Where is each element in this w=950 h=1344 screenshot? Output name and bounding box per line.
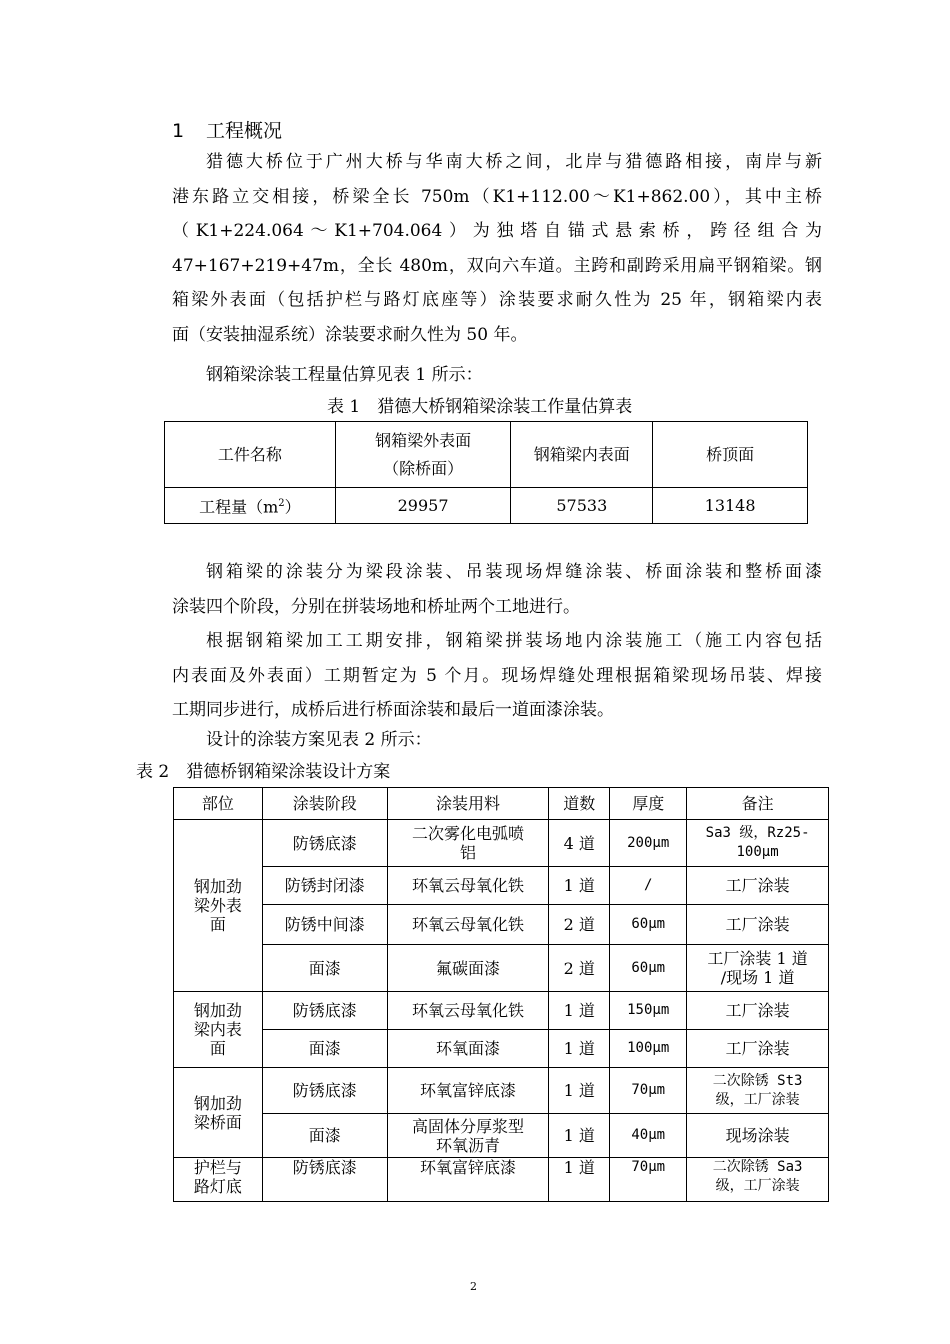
header-cell: 钢箱梁内表面 <box>511 422 653 488</box>
table2-caption: 表 2 猎德桥钢箱梁涂装设计方案 <box>136 762 391 782</box>
header-line: 钢箱梁外表面 <box>375 430 472 450</box>
note-line: 二次除锈 Sa3 <box>712 1159 803 1175</box>
material-cell <box>387 1158 549 1202</box>
note-line: /现场 1 道 <box>720 968 795 987</box>
coats-cell: 1 道 <box>549 1158 610 1202</box>
part-line: 路灯底 <box>193 1177 242 1196</box>
stage-cell: 防锈底漆 <box>262 1068 387 1114</box>
coats-cell: 1 道 <box>549 1068 610 1114</box>
part-line: 面 <box>209 915 226 934</box>
material-line: 环氧云母氧化铁 <box>411 876 524 895</box>
material-cell <box>387 905 549 945</box>
paragraph-schedule <box>172 624 822 728</box>
paragraph-stages <box>172 555 822 624</box>
header-cell: 备注 <box>687 788 829 820</box>
part-cell <box>174 992 263 1068</box>
part-line: 梁内表 <box>193 1020 242 1039</box>
material-cell <box>387 992 549 1030</box>
thickness-cell: 100μm <box>610 1030 687 1068</box>
part-line: 面 <box>209 1039 226 1058</box>
table-row <box>174 945 829 992</box>
row-label-cell <box>165 488 336 524</box>
header-cell: 厚度 <box>610 788 687 820</box>
note-cell <box>687 1030 829 1068</box>
material-cell <box>387 820 549 867</box>
paragraph-line: 钢箱梁的涂装分为梁段涂装、吊装现场焊缝涂装、桥面涂装和整桥面漆 <box>206 562 822 582</box>
material-cell <box>387 1030 549 1068</box>
coats-cell: 1 道 <box>549 1114 610 1158</box>
row-label: 工程量（m <box>199 497 279 517</box>
material-line: 环氧面漆 <box>435 1039 500 1058</box>
coats-cell: 4 道 <box>549 820 610 867</box>
thickness-cell: 60μm <box>610 905 687 945</box>
coating-scheme-table <box>173 787 829 1202</box>
coating-table-body <box>174 788 829 1202</box>
material-line: 环氧富锌底漆 <box>419 1081 516 1100</box>
material-line: 二次雾化电弧喷 <box>411 824 524 843</box>
material-cell <box>387 945 549 992</box>
coats-cell: 2 道 <box>549 905 610 945</box>
table-row <box>174 905 829 945</box>
table-row <box>174 867 829 905</box>
material-line: 环氧沥青 <box>435 1135 500 1155</box>
stage-cell: 防锈底漆 <box>262 1158 387 1202</box>
table-row <box>174 820 829 867</box>
part-cell <box>174 1158 263 1202</box>
note-line: 现场涂装 <box>725 1126 790 1145</box>
paragraph-line: 箱梁外表面（包括护栏与路灯底座等）涂装要求耐久性为 25 年，钢箱梁内表 <box>172 290 822 311</box>
table1-intro: 钢箱梁涂装工程量估算见表 1 所示： <box>206 365 483 385</box>
paragraph-line: 港东路立交相接，桥梁全长 750m（K1+112.00～K1+862.00），其中主桥 <box>172 186 822 207</box>
value-cell: 57533 <box>511 488 653 524</box>
thickness-cell: 70μm <box>610 1158 687 1202</box>
note-line: 工厂涂装 1 道 <box>707 949 808 968</box>
note-line: 工厂涂装 <box>725 1001 790 1020</box>
part-cell <box>174 1068 263 1158</box>
stage-cell: 防锈底漆 <box>262 992 387 1030</box>
paragraph-line: 47+167+219+47m，全长 480m，双向六车道。主跨和副跨采用扁平钢箱梁。钢 <box>172 255 822 276</box>
stage-cell: 面漆 <box>262 945 387 992</box>
stage-cell: 防锈中间漆 <box>262 905 387 945</box>
material-line: 环氧云母氧化铁 <box>411 915 524 934</box>
material-cell <box>387 867 549 905</box>
row-label-end: ） <box>284 497 301 517</box>
note-cell <box>687 945 829 992</box>
paragraph-line: 涂装四个阶段，分别在拼装场地和桥址两个工地进行。 <box>172 596 580 617</box>
section-title: 工程概况 <box>206 120 283 142</box>
note-line: 100μm <box>736 844 779 860</box>
table2-intro: 设计的涂装方案见表 2 所示： <box>206 730 432 750</box>
part-line: 梁桥面 <box>193 1112 242 1132</box>
header-cell <box>335 422 511 488</box>
paragraph-overview <box>172 145 822 353</box>
stage-cell: 防锈封闭漆 <box>262 867 387 905</box>
thickness-cell: 40μm <box>610 1114 687 1158</box>
note-line: Sa3 级，Rz25- <box>705 825 810 841</box>
material-line: 氟碳面漆 <box>435 958 500 978</box>
coats-cell: 1 道 <box>549 992 610 1030</box>
material-line: 铝 <box>459 843 476 862</box>
header-cell: 桥顶面 <box>653 422 808 488</box>
note-cell <box>687 1114 829 1158</box>
part-line: 钢加劲 <box>193 1001 242 1020</box>
page-number: 2 <box>470 1280 477 1293</box>
stage-cell: 面漆 <box>262 1030 387 1068</box>
stage-cell: 面漆 <box>262 1114 387 1158</box>
header-cell: 道数 <box>549 788 610 820</box>
row-label-superscript: 2 <box>278 497 285 509</box>
coats-cell: 1 道 <box>549 867 610 905</box>
paragraph-line: 内表面及外表面）工期暂定为 5 个月。现场焊缝处理根据箱梁现场吊装、焊接 <box>172 665 822 686</box>
section-heading <box>172 116 282 143</box>
value-cell: 13148 <box>653 488 808 524</box>
part-line: 钢加劲 <box>193 877 242 896</box>
table-header-row <box>165 422 808 488</box>
thickness-cell: 70μm <box>610 1068 687 1114</box>
thickness-cell: 200μm <box>610 820 687 867</box>
table1-caption: 表 1 猎德大桥钢箱梁涂装工作量估算表 <box>327 397 633 417</box>
note-line: 工厂涂装 <box>725 876 790 895</box>
material-cell <box>387 1114 549 1158</box>
note-line: 级，工厂涂装 <box>715 1178 800 1194</box>
table-row <box>174 1030 829 1068</box>
thickness-cell: 150μm <box>610 992 687 1030</box>
part-cell <box>174 820 263 992</box>
section-number: 1 <box>172 120 185 142</box>
note-cell <box>687 820 829 867</box>
note-cell <box>687 1158 829 1202</box>
stage-cell: 防锈底漆 <box>262 820 387 867</box>
workload-table <box>164 421 808 524</box>
thickness-cell: 60μm <box>610 945 687 992</box>
paragraph-line: （K1+224.064～K1+704.064）为独塔自锚式悬索桥，跨径组合为 <box>172 221 822 242</box>
table-header-row <box>174 788 829 820</box>
table-row <box>174 1158 829 1202</box>
note-cell <box>687 867 829 905</box>
table-row <box>174 992 829 1030</box>
table-row <box>165 488 808 524</box>
note-line: 工厂涂装 <box>725 915 790 934</box>
table-row <box>174 1068 829 1114</box>
header-cell: 部位 <box>174 788 263 820</box>
header-cell: 工件名称 <box>165 422 336 488</box>
coats-cell: 2 道 <box>549 945 610 992</box>
value-cell: 29957 <box>335 488 511 524</box>
header-cell: 涂装用料 <box>387 788 549 820</box>
paragraph-line: 根据钢箱梁加工工期安排，钢箱梁拼装场地内涂装施工（施工内容包括 <box>206 631 822 651</box>
note-line: 级，工厂涂装 <box>715 1091 800 1108</box>
part-line: 梁外表 <box>193 896 242 915</box>
note-cell <box>687 1068 829 1114</box>
thickness-cell: / <box>610 867 687 905</box>
note-line: 工厂涂装 <box>725 1039 790 1058</box>
material-cell <box>387 1068 549 1114</box>
material-line: 高固体分厚浆型 <box>411 1116 524 1136</box>
part-line: 护栏与 <box>193 1158 242 1177</box>
paragraph-line: 工期同步进行，成桥后进行桥面涂装和最后一道面漆涂装。 <box>172 700 614 721</box>
header-cell: 涂装阶段 <box>262 788 387 820</box>
material-line: 环氧富锌底漆 <box>419 1158 516 1177</box>
material-line: 环氧云母氧化铁 <box>411 1001 524 1020</box>
note-line: 二次除锈 St3 <box>712 1072 803 1089</box>
paragraph-line: 猎德大桥位于广州大桥与华南大桥之间，北岸与猎德路相接，南岸与新 <box>206 152 822 172</box>
header-line: （除桥面） <box>383 458 464 478</box>
paragraph-line: 面（安装抽湿系统）涂装要求耐久性为 50 年。 <box>172 324 528 345</box>
note-cell <box>687 992 829 1030</box>
coats-cell: 1 道 <box>549 1030 610 1068</box>
note-cell <box>687 905 829 945</box>
part-line: 钢加劲 <box>193 1093 242 1113</box>
table-row <box>174 1114 829 1158</box>
